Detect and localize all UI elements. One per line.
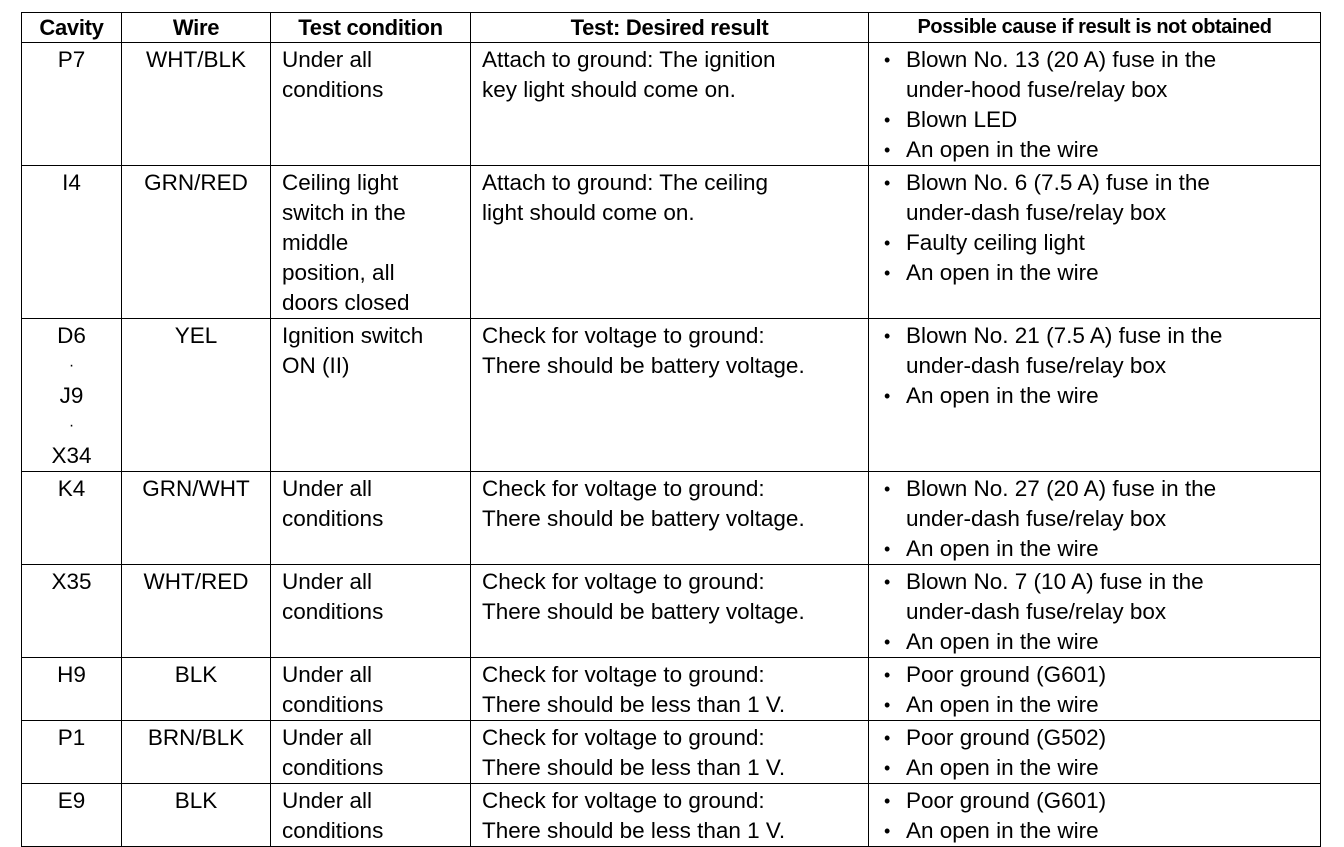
test-condition-line: conditions [282,506,384,531]
cause-item: • Blown No. 7 (10 A) fuse in the [883,567,1320,597]
desired-result-cell [471,472,869,565]
cause-item: • Poor ground (G601) [883,660,1320,690]
wire-cell [122,166,271,319]
table-row [22,472,1321,565]
desired-result-line: There should be less than 1 V. [482,818,786,843]
test-condition-cell [271,166,471,319]
cause-item-continuation: under-dash fuse/relay box [906,506,1167,531]
desired-result-cell [471,784,869,847]
test-condition-line: middle [282,230,349,255]
cavity-label: I4 [62,170,81,195]
cause-list [883,45,1320,165]
desired-result-line: light should come on. [482,200,695,225]
possible-cause-cell [869,319,1321,472]
test-condition-line: Under all [282,662,373,687]
cavity-label: J9 [59,383,84,408]
cause-item: • Poor ground (G601) [883,786,1320,816]
desired-result-line: Check for voltage to ground: [482,569,765,594]
table-row [22,166,1321,319]
wire-cell [122,472,271,565]
table-row [22,658,1321,721]
test-condition-line: Ceiling light [282,170,399,195]
cavity-label: H9 [57,662,86,687]
cause-item: • An open in the wire [883,627,1320,657]
cause-item: • An open in the wire [883,381,1320,411]
test-condition-line: switch in the [282,200,406,225]
test-condition-line: conditions [282,692,384,717]
desired-result-line: key light should come on. [482,77,736,102]
cavity-label: D6 [57,323,86,348]
cavity-label: · [68,357,75,374]
test-condition-line: position, all [282,260,395,285]
cause-list [883,786,1320,846]
wire-cell [122,721,271,784]
cause-item: • An open in the wire [883,534,1320,564]
wire-cell [122,784,271,847]
possible-cause-cell [869,565,1321,658]
desired-result-cell [471,658,869,721]
table-row [22,721,1321,784]
desired-result-cell [471,319,869,472]
table-row [22,784,1321,847]
cause-item: • Blown LED [883,105,1320,135]
test-condition-cell [271,565,471,658]
desired-result-cell [471,166,869,319]
test-condition-line: doors closed [282,290,410,315]
cavity-label: P1 [57,725,86,750]
desired-result-line: There should be battery voltage. [482,506,805,531]
possible-cause-cell [869,658,1321,721]
header-wire: Wire [122,13,271,43]
cause-list [883,567,1320,657]
cavity-cell [22,319,122,472]
cause-item: • An open in the wire [883,135,1320,165]
desired-result-line: Attach to ground: The ceiling [482,170,769,195]
wire-color: GRN/RED [144,170,248,195]
cause-item: • Blown No. 27 (20 A) fuse in the [883,474,1320,504]
test-condition-line: Under all [282,725,373,750]
cause-list [883,474,1320,564]
cause-item-continuation: under-dash fuse/relay box [906,353,1167,378]
wire-color: BLK [174,662,218,687]
cause-list [883,660,1320,720]
cavity-cell [22,721,122,784]
table-row [22,565,1321,658]
cavity-cell [22,658,122,721]
cause-item: • Blown No. 6 (7.5 A) fuse in the [883,168,1320,198]
wire-cell [122,43,271,166]
wire-color: BRN/BLK [147,725,245,750]
test-condition-line: conditions [282,599,384,624]
test-condition-cell [271,721,471,784]
table-row [22,43,1321,166]
cause-item-continuation: under-dash fuse/relay box [906,599,1167,624]
cause-item: • Blown No. 13 (20 A) fuse in the [883,45,1320,75]
cause-item: • Poor ground (G502) [883,723,1320,753]
desired-result-line: There should be battery voltage. [482,353,805,378]
desired-result-line: Check for voltage to ground: [482,725,765,750]
cause-item: • An open in the wire [883,753,1320,783]
header-test-condition: Test condition [271,13,471,43]
cavity-label: X35 [51,569,92,594]
possible-cause-cell [869,784,1321,847]
cavity-cell [22,784,122,847]
desired-result-line: There should be less than 1 V. [482,692,786,717]
cause-item-continuation: under-hood fuse/relay box [906,77,1168,102]
desired-result-cell [471,43,869,166]
cavity-label: · [68,417,75,434]
desired-result-cell [471,565,869,658]
header-possible-cause: Possible cause if result is not obtained [869,13,1321,43]
test-condition-line: conditions [282,77,384,102]
cavity-cell [22,43,122,166]
desired-result-line: Check for voltage to ground: [482,788,765,813]
desired-result-line: Attach to ground: The ignition [482,47,776,72]
possible-cause-cell [869,472,1321,565]
wire-color: WHT/BLK [145,47,246,72]
cavity-label: X34 [51,443,92,468]
cavity-label: P7 [57,47,86,72]
wire-cell [122,565,271,658]
test-condition-cell [271,784,471,847]
wire-color: WHT/RED [143,569,249,594]
test-condition-line: conditions [282,818,384,843]
desired-result-cell [471,721,869,784]
desired-result-line: There should be battery voltage. [482,599,805,624]
cause-item: • Blown No. 21 (7.5 A) fuse in the [883,321,1320,351]
table-row [22,319,1321,472]
cause-item: • An open in the wire [883,690,1320,720]
cause-list [883,321,1320,411]
desired-result-line: There should be less than 1 V. [482,755,786,780]
cavity-cell [22,565,122,658]
cause-item: • Faulty ceiling light [883,228,1320,258]
cause-item-continuation: under-dash fuse/relay box [906,200,1167,225]
test-condition-cell [271,472,471,565]
cause-list [883,723,1320,783]
cause-item: • An open in the wire [883,816,1320,846]
connector-test-table [21,12,1321,847]
header-cavity: Cavity [22,13,122,43]
wire-cell [122,319,271,472]
cause-item: • An open in the wire [883,258,1320,288]
test-condition-line: conditions [282,755,384,780]
cavity-label: E9 [57,788,86,813]
desired-result-line: Check for voltage to ground: [482,323,765,348]
wire-color: GRN/WHT [142,476,250,501]
test-condition-cell [271,658,471,721]
cause-list [883,168,1320,288]
test-condition-line: ON (II) [282,353,350,378]
cavity-cell [22,166,122,319]
header-desired-result: Test: Desired result [471,13,869,43]
test-condition-line: Under all [282,569,373,594]
possible-cause-cell [869,43,1321,166]
possible-cause-cell [869,721,1321,784]
possible-cause-cell [869,166,1321,319]
test-condition-line: Ignition switch [282,323,424,348]
header-row [22,13,1321,43]
desired-result-line: Check for voltage to ground: [482,476,765,501]
cavity-label: K4 [57,476,86,501]
wire-cell [122,658,271,721]
desired-result-line: Check for voltage to ground: [482,662,765,687]
wire-color: YEL [174,323,218,348]
test-condition-cell [271,43,471,166]
test-condition-line: Under all [282,476,373,501]
test-condition-cell [271,319,471,472]
wire-color: BLK [174,788,218,813]
test-condition-line: Under all [282,788,373,813]
cavity-cell [22,472,122,565]
test-condition-line: Under all [282,47,373,72]
